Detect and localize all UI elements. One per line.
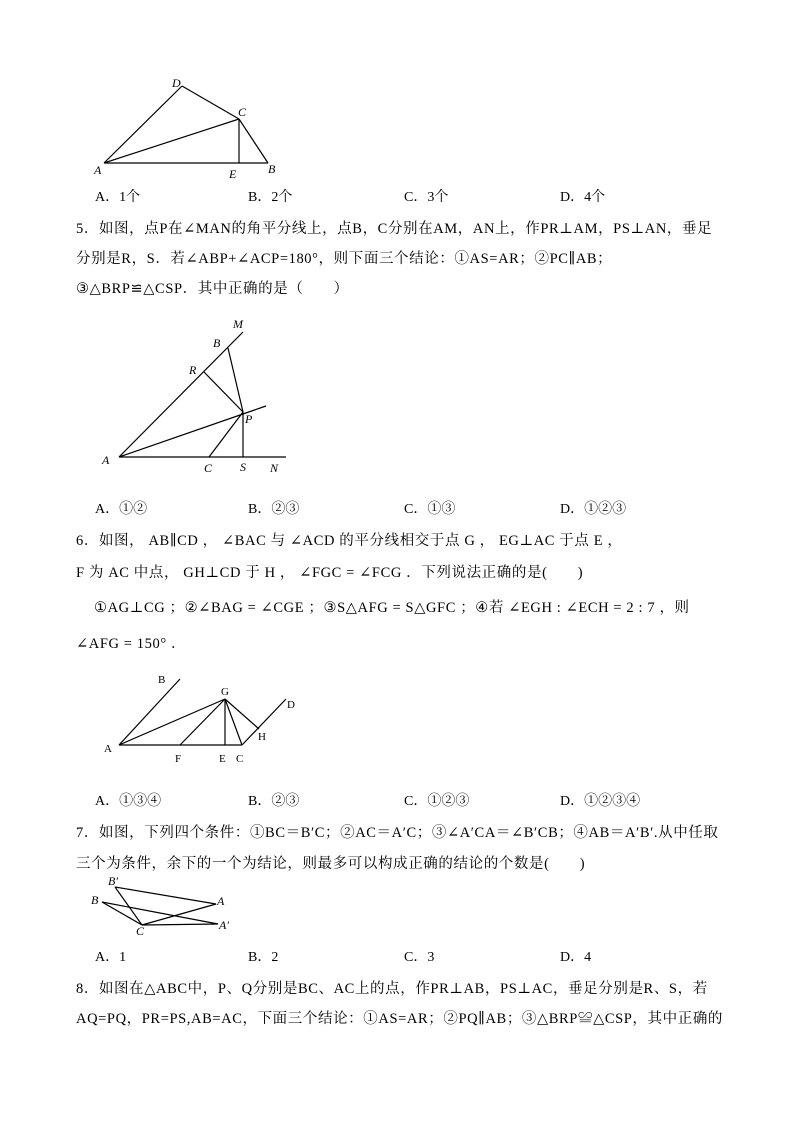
q5-line-3: ③△BRP≌△CSP．其中正确的是（ ） bbox=[76, 281, 349, 297]
q7-option-a: A．1 bbox=[95, 950, 127, 965]
segment-fg bbox=[180, 699, 225, 745]
q6-option-c: C．①②③ bbox=[404, 794, 470, 809]
q6-option-d: D．①②③④ bbox=[560, 794, 641, 809]
label-f: F bbox=[175, 753, 182, 765]
label-b: B bbox=[268, 162, 276, 176]
label-s: S bbox=[240, 460, 246, 474]
q5-option-b: B．②③ bbox=[248, 502, 300, 517]
q7-line-2: 三个为条件，余下的一个为结论，则最多可以构成正确的结论的个数是( ) bbox=[76, 856, 586, 872]
bisector-ap bbox=[119, 406, 266, 457]
ray-am bbox=[119, 332, 243, 457]
segment-cb bbox=[239, 119, 268, 163]
figure-q6 bbox=[98, 668, 308, 770]
label-d: D bbox=[287, 699, 295, 711]
q6-option-a: A．①③④ bbox=[95, 794, 162, 809]
label-b-prime: B′ bbox=[108, 874, 118, 888]
q8-line-2: AQ=PQ，PR=PS,AB=AC，下面三个结论：①AS=AR；②PQ∥AB；③△BRP≌△CSP，其中正确的 bbox=[76, 1011, 724, 1027]
segment-rp bbox=[204, 372, 243, 412]
q4-option-b: B．2个 bbox=[248, 190, 293, 205]
segment-bp bbox=[228, 348, 243, 412]
label-e: E bbox=[219, 753, 226, 765]
label-a: A bbox=[217, 894, 225, 908]
q6-line-2: F 为 AC 中点， GH⊥CD 于 H ， ∠FGC = ∠FCG ．下列说法正确的是( ) bbox=[76, 565, 584, 581]
q7-option-b: B．2 bbox=[248, 950, 279, 965]
q6-line-3: ①AG⊥CG ；②∠BAG = ∠CGE ；③S△AFG = S△GFC ；④若 ∠EGH : ∠ECH = 2 : 7 ，则 bbox=[94, 600, 690, 616]
label-a: A bbox=[102, 453, 110, 467]
q6-line-4: ∠AFG = 150° ． bbox=[76, 636, 187, 652]
label-c: C bbox=[236, 753, 244, 765]
q5-option-c: C．①③ bbox=[404, 502, 456, 517]
label-r: R bbox=[189, 363, 197, 377]
figure-q4 bbox=[90, 72, 290, 184]
label-a-prime: A′ bbox=[219, 918, 229, 932]
q6-option-b: B．②③ bbox=[248, 794, 300, 809]
segment-c-a1 bbox=[142, 924, 218, 925]
q4-option-c: C．3个 bbox=[404, 190, 449, 205]
q4-option-a: A．1个 bbox=[95, 190, 141, 205]
q5-option-a: A．①② bbox=[95, 502, 148, 517]
label-h: H bbox=[258, 731, 266, 743]
label-b: B bbox=[158, 674, 166, 686]
label-e: E bbox=[229, 167, 237, 181]
label-c: C bbox=[204, 461, 213, 475]
figure-q5 bbox=[96, 312, 296, 478]
q4-option-d: D．4个 bbox=[560, 190, 606, 205]
q5-line-1: 5．如图，点P在∠MAN的角平分线上，点B，C分别在AM，AN上，作PR⊥AM，PS⊥AN，垂足 bbox=[76, 221, 713, 237]
q7-option-c: C．3 bbox=[404, 950, 435, 965]
q5-line-2: 分别是R，S．若∠ABP+∠ACP=180°，则下面三个结论：①AS=AR；②PC∥AB； bbox=[76, 251, 613, 267]
ray-ab bbox=[119, 679, 180, 745]
label-c: C bbox=[238, 105, 247, 119]
label-a: A bbox=[104, 743, 112, 755]
segment-ac bbox=[104, 119, 239, 163]
q6-line-1: 6．如图， AB∥CD ， ∠BAC 与 ∠ACD 的平分线相交于点 G ， EG⊥AC 于点 E ， bbox=[76, 533, 623, 549]
label-n: N bbox=[270, 461, 279, 475]
label-m: M bbox=[233, 317, 243, 331]
label-d: D bbox=[172, 76, 181, 90]
label-c: C bbox=[136, 924, 145, 938]
segment-cp bbox=[209, 412, 243, 457]
segment-b-a1 bbox=[102, 902, 218, 924]
label-p: P bbox=[245, 412, 253, 426]
label-b: B bbox=[91, 893, 99, 907]
label-g: G bbox=[221, 686, 229, 698]
segment-ag bbox=[119, 699, 225, 745]
label-a: A bbox=[94, 163, 102, 177]
figure-q7 bbox=[88, 874, 248, 940]
q7-option-d: D．4 bbox=[560, 950, 592, 965]
label-b: B bbox=[213, 336, 221, 350]
q5-option-d: D．①②③ bbox=[560, 502, 627, 517]
segment-ad bbox=[104, 86, 182, 163]
segment-b1-a bbox=[115, 887, 216, 904]
segment-b1-c bbox=[115, 887, 142, 925]
segment-dc bbox=[182, 86, 239, 119]
q7-line-1: 7．如图，下列四个条件：①BC＝B′C；②AC＝A′C；③∠A′CA＝∠B′CB；④AB＝A′B′.从中任取 bbox=[76, 825, 719, 841]
q8-line-1: 8．如图在△ABC中，P、Q分别是BC、AC上的点，作PR⊥AB，PS⊥AC，垂足分别是R、S，若 bbox=[76, 981, 708, 997]
